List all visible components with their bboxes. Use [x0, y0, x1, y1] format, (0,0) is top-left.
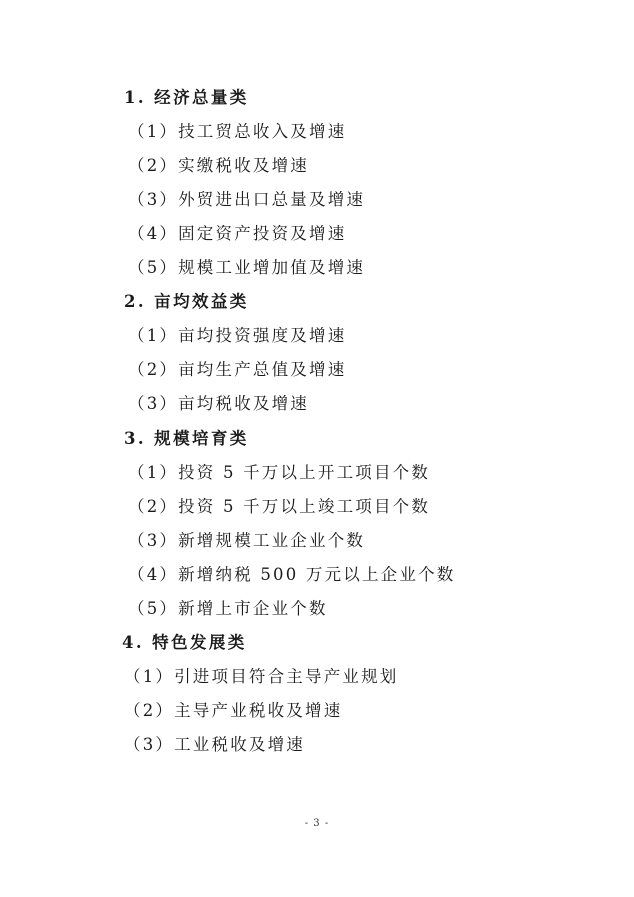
list-item: （5）规模工业增加值及增速 [128, 258, 366, 277]
list-item: （3）外贸进出口总量及增速 [128, 190, 366, 209]
list-item: （3）新增规模工业企业个数 [128, 531, 366, 550]
list-item: （2）亩均生产总值及增速 [128, 360, 347, 379]
list-item: （1）技工贸总收入及增速 [128, 122, 347, 141]
list-item: （3）亩均税收及增速 [128, 394, 309, 413]
list-item: （2）实缴税收及增速 [128, 156, 309, 175]
list-item: （1）投资 5 千万以上开工项目个数 [128, 463, 431, 482]
list-item: （1）亩均投资强度及增速 [128, 326, 347, 345]
section-heading: 1. 经济总量类 [124, 88, 249, 107]
list-item: （3）工业税收及增速 [124, 735, 305, 754]
list-item: （4）新增纳税 500 万元以上企业个数 [128, 565, 456, 584]
list-item: （1）引进项目符合主导产业规划 [124, 667, 399, 686]
section-heading: 2. 亩均效益类 [124, 292, 249, 311]
list-item: （4）固定资产投资及增速 [128, 224, 347, 243]
section-heading: 3. 规模培育类 [124, 429, 249, 448]
list-item: （2）投资 5 千万以上竣工项目个数 [128, 497, 431, 516]
list-item: （2）主导产业税收及增速 [124, 701, 343, 720]
page-number: - 3 - [304, 818, 330, 829]
list-item: （5）新增上市企业个数 [128, 599, 328, 618]
section-heading: 4. 特色发展类 [122, 633, 247, 652]
